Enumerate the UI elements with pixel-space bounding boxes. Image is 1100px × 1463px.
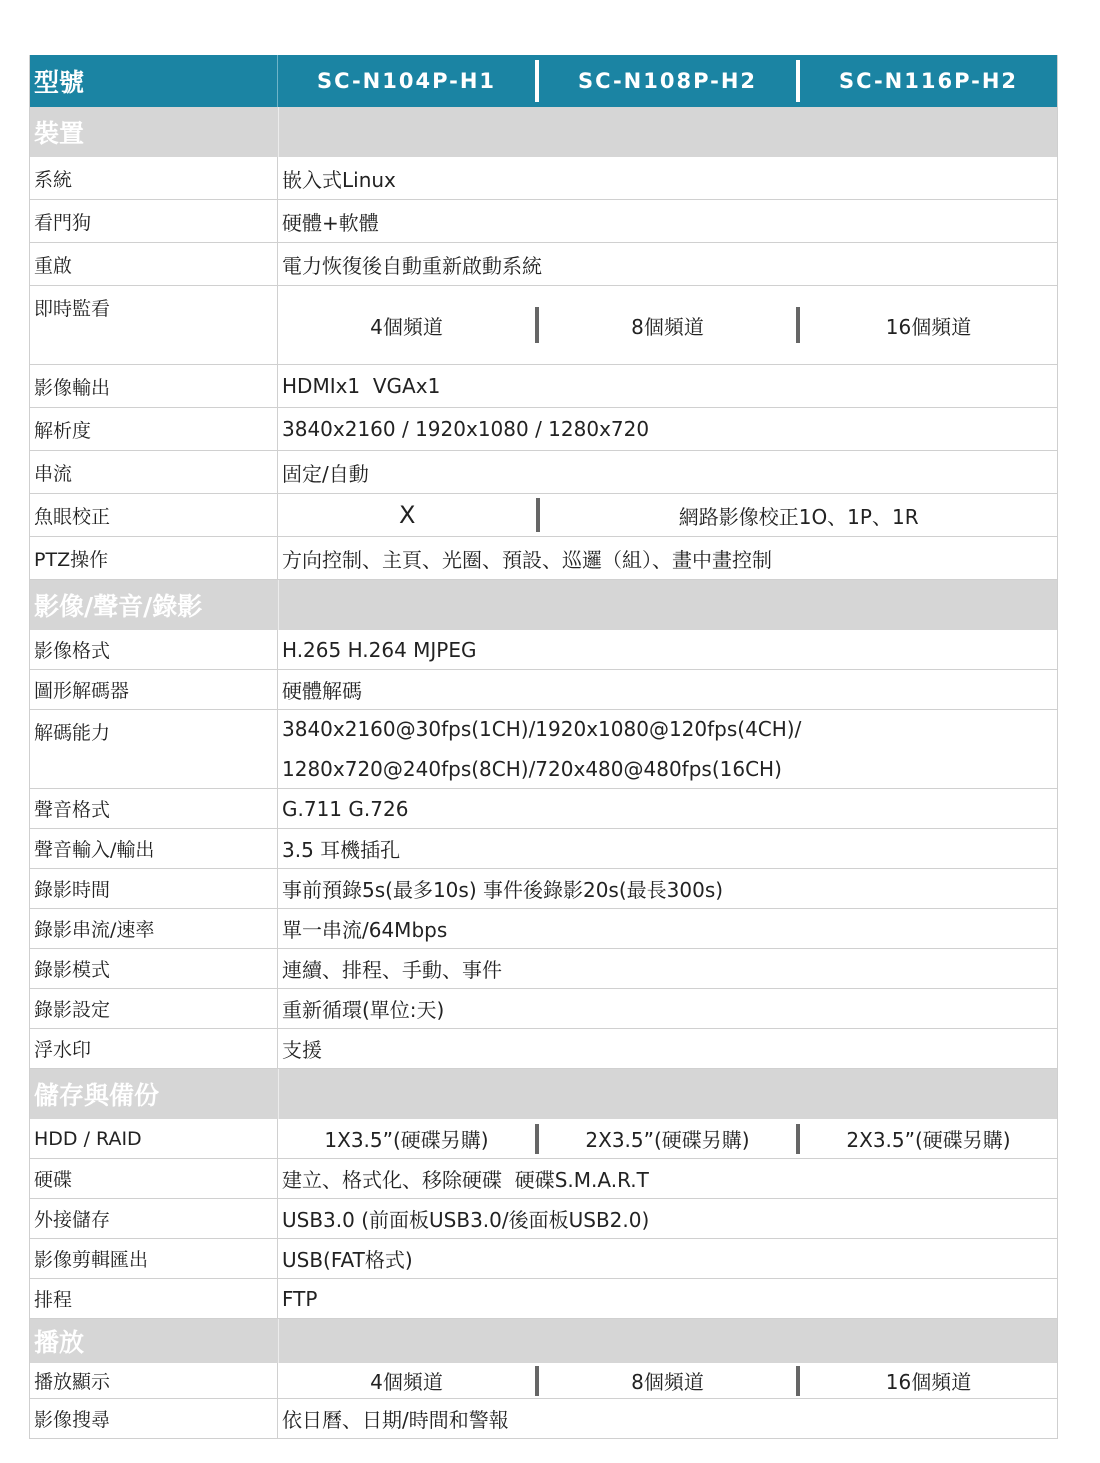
hdd-value: 1X3.5”(硬碟另購) [324, 1128, 489, 1152]
section-media [30, 580, 1057, 630]
section-title: 裝置 [34, 119, 85, 148]
decode-line-2: 1280x720@240fps(8CH)/720x480@480fps(16CH) [282, 757, 782, 781]
spec-value-split [278, 1363, 1057, 1398]
spec-value: USB(FAT格式) [282, 1248, 413, 1272]
spec-row [30, 989, 1057, 1029]
spec-value: 方向控制、主頁、光圈、預設、巡邏（組）、畫中畫控制 [282, 547, 772, 572]
spec-row [30, 1029, 1057, 1069]
spec-label: 聲音輸入/輸出 [30, 829, 278, 868]
spec-label: PTZ操作 [30, 537, 278, 579]
spec-label: 錄影設定 [30, 989, 278, 1028]
spec-label: 聲音格式 [30, 789, 278, 828]
spec-row [30, 710, 1057, 789]
spec-value: 重新循環(單位:天) [282, 998, 445, 1022]
spec-row [30, 949, 1057, 989]
spec-value: 建立、格式化、移除硬碟 硬碟S.M.A.R.T [282, 1168, 649, 1192]
section-title: 儲存與備份 [34, 1081, 160, 1110]
spec-row [30, 408, 1057, 451]
spec-row [30, 365, 1057, 408]
spec-row [30, 829, 1057, 869]
spec-value: 硬體解碼 [282, 679, 362, 703]
spec-label: 硬碟 [30, 1159, 278, 1198]
spec-value-split [278, 286, 1057, 364]
spec-row [30, 1279, 1057, 1319]
spec-label: 錄影串流/速率 [30, 909, 278, 948]
spec-label: 解碼能力 [30, 710, 278, 788]
spec-value: G.711 G.726 [282, 796, 409, 821]
channel-value: 8個頻道 [631, 314, 704, 339]
section-title: 影像/聲音/錄影 [34, 592, 203, 621]
channel-value: 4個頻道 [370, 314, 443, 339]
spec-row [30, 909, 1057, 949]
spec-value: FTP [282, 1286, 318, 1311]
spec-row [30, 286, 1057, 365]
channel-value: 16個頻道 [885, 1370, 972, 1394]
spec-row [30, 1399, 1057, 1439]
spec-value: 支援 [282, 1038, 322, 1062]
spec-label: 解析度 [30, 408, 278, 450]
spec-value: 單一串流/64Mbps [282, 918, 448, 942]
spec-row [30, 630, 1057, 670]
spec-label: 錄影模式 [30, 949, 278, 988]
hdd-value: 2X3.5”(硬碟另購) [846, 1128, 1011, 1152]
spec-label: 影像輸出 [30, 365, 278, 407]
spec-value: 3840x2160 / 1920x1080 / 1280x720 [282, 417, 650, 441]
spec-row [30, 494, 1057, 537]
section-device [30, 107, 1057, 157]
decode-line-1: 3840x2160@30fps(1CH)/1920x1080@120fps(4CH)/ [282, 717, 802, 741]
model-3: SC-N116P-H2 [838, 69, 1019, 93]
spec-value-split [278, 1119, 1057, 1158]
spec-label: 影像剪輯匯出 [30, 1239, 278, 1278]
spec-value: 依日曆、日期/時間和警報 [282, 1408, 509, 1432]
spec-value: 3.5 耳機插孔 [282, 838, 401, 862]
spec-row [30, 1159, 1057, 1199]
fisheye-no-support: X [398, 501, 416, 529]
spec-value: H.265 H.264 MJPEG [282, 637, 477, 662]
spec-row [30, 200, 1057, 243]
spec-row [30, 451, 1057, 494]
spec-label: 圖形解碼器 [30, 670, 278, 709]
spec-label: 系統 [30, 157, 278, 199]
model-header-label: 型號 [30, 55, 278, 107]
spec-row [30, 243, 1057, 286]
spec-value [278, 710, 1057, 788]
spec-row [30, 1199, 1057, 1239]
spec-value: HDMIx1 VGAx1 [282, 374, 441, 398]
spec-label: 排程 [30, 1279, 278, 1318]
model-columns [278, 55, 1057, 107]
section-storage [30, 1069, 1057, 1119]
spec-value: 事前預錄5s(最多10s) 事件後錄影20s(最長300s) [282, 878, 724, 902]
spec-label: 影像搜尋 [30, 1399, 278, 1438]
spec-label: 浮水印 [30, 1029, 278, 1068]
spec-label: 魚眼校正 [30, 494, 278, 536]
spec-label: 即時監看 [30, 286, 278, 364]
spec-value: 固定/自動 [282, 461, 369, 486]
spec-table [29, 55, 1058, 1439]
spec-row [30, 789, 1057, 829]
spec-row [30, 1119, 1057, 1159]
spec-label: 播放顯示 [30, 1363, 278, 1398]
section-playback [30, 1319, 1057, 1363]
spec-value: USB3.0 (前面板USB3.0/後面板USB2.0) [282, 1208, 650, 1232]
spec-value: 電力恢復後自動重新啟動系統 [282, 253, 542, 278]
spec-row [30, 670, 1057, 710]
channel-value: 4個頻道 [370, 1370, 443, 1394]
spec-value-split [278, 494, 1057, 536]
model-2: SC-N108P-H2 [577, 69, 758, 93]
spec-label: 重啟 [30, 243, 278, 285]
fisheye-support: 網路影像校正1O、1P、1R [678, 504, 919, 529]
spec-row [30, 157, 1057, 200]
model-1: SC-N104P-H1 [316, 69, 497, 93]
spec-label: 串流 [30, 451, 278, 493]
spec-label: HDD / RAID [30, 1119, 278, 1158]
spec-label: 看門狗 [30, 200, 278, 242]
section-title: 播放 [34, 1328, 85, 1357]
spec-row [30, 869, 1057, 909]
spec-label: 錄影時間 [30, 869, 278, 908]
spec-label: 外接儲存 [30, 1199, 278, 1238]
spec-value: 嵌入式Linux [282, 167, 396, 192]
spec-row [30, 1363, 1057, 1399]
header-row [30, 55, 1057, 107]
spec-label: 影像格式 [30, 630, 278, 669]
hdd-value: 2X3.5”(硬碟另購) [585, 1128, 750, 1152]
spec-value: 硬體+軟體 [282, 210, 379, 235]
spec-row [30, 1239, 1057, 1279]
spec-row [30, 537, 1057, 580]
channel-value: 8個頻道 [631, 1370, 704, 1394]
spec-value: 連續、排程、手動、事件 [282, 958, 502, 982]
channel-value: 16個頻道 [885, 314, 972, 339]
